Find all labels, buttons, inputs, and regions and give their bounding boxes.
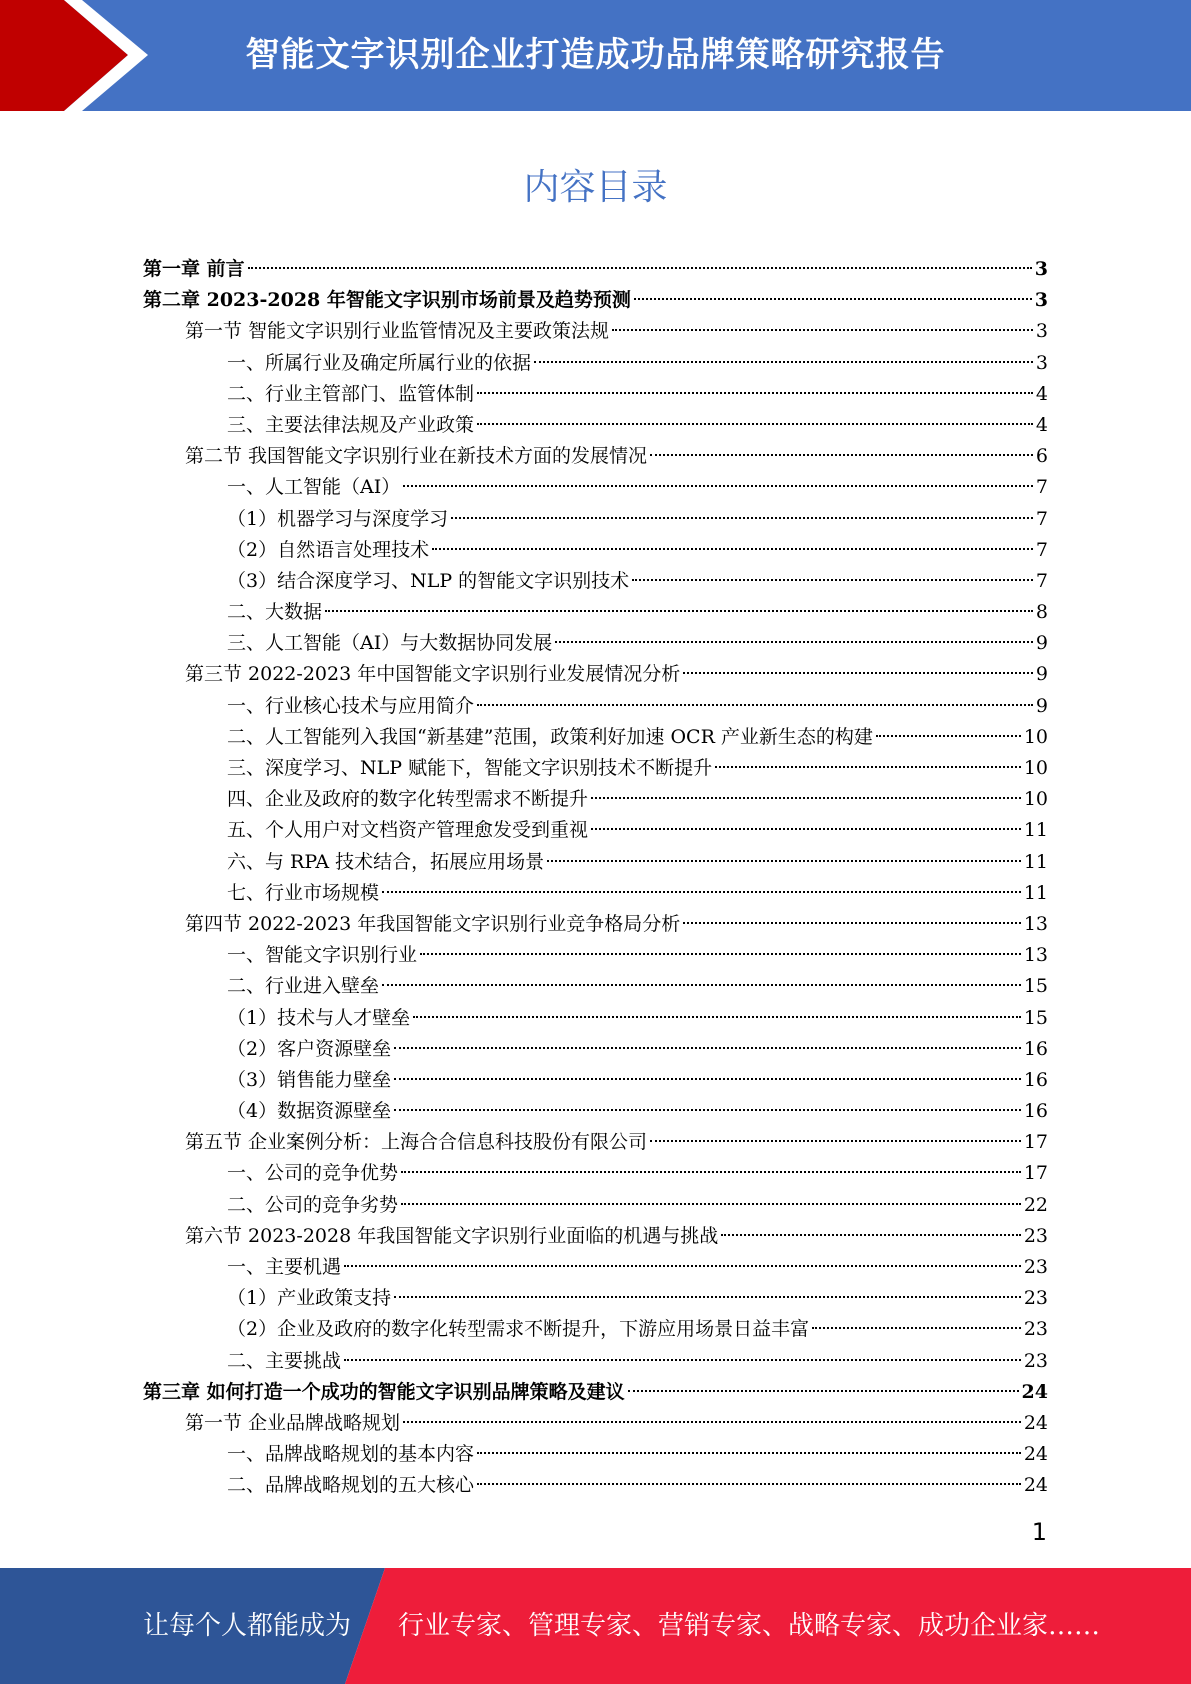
toc-leader-dots — [721, 1234, 1021, 1236]
toc-entry[interactable] — [143, 1190, 1048, 1221]
toc-entry-page: 7 — [1035, 538, 1048, 561]
toc-entry-page: 6 — [1035, 445, 1048, 468]
toc-entry[interactable] — [143, 1065, 1048, 1096]
toc-leader-dots — [420, 953, 1021, 955]
toc-leader-dots — [715, 766, 1021, 768]
toc-leader-dots — [394, 1296, 1021, 1298]
toc-entry-page: 11 — [1023, 819, 1048, 842]
toc-entry[interactable] — [143, 753, 1048, 784]
toc-leader-dots — [634, 298, 1032, 300]
toc-entry[interactable] — [143, 535, 1048, 566]
toc-entry-page: 23 — [1023, 1224, 1048, 1247]
toc-entry[interactable] — [143, 784, 1048, 815]
toc-entry-page: 24 — [1021, 1380, 1048, 1403]
toc-entry-label: 三、人工智能（AI）与大数据协同发展 — [227, 632, 553, 655]
toc-entry-label: 二、行业主管部门、监管体制 — [227, 382, 475, 405]
toc-entry-page: 15 — [1023, 975, 1048, 998]
toc-entry[interactable] — [143, 254, 1048, 285]
toc-entry-page: 15 — [1023, 1006, 1048, 1029]
toc-entry[interactable] — [143, 597, 1048, 628]
toc-entry-label: （1）产业政策支持 — [227, 1287, 392, 1310]
toc-entry-label: （1）技术与人才壁垒 — [227, 1006, 411, 1029]
toc-entry-page: 9 — [1035, 694, 1048, 717]
toc-leader-dots — [812, 1327, 1021, 1329]
toc-entry-label: （1）机器学习与深度学习 — [227, 507, 449, 530]
toc-entry[interactable] — [143, 1408, 1048, 1439]
toc-entry[interactable] — [143, 1314, 1048, 1345]
toc-entry-page: 17 — [1023, 1162, 1048, 1185]
toc-entry[interactable] — [143, 1252, 1048, 1283]
toc-leader-dots — [632, 579, 1033, 581]
footer-slogan-left: 让每个人都能成为 — [143, 1611, 352, 1641]
toc-entry[interactable] — [143, 1439, 1048, 1470]
toc-entry[interactable] — [143, 348, 1048, 379]
toc-entry-label: 第五节 企业案例分析：上海合合信息科技股份有限公司 — [185, 1131, 648, 1154]
toc-entry-page: 10 — [1023, 788, 1048, 811]
toc-leader-dots — [683, 922, 1021, 924]
toc-entry[interactable] — [143, 316, 1048, 347]
toc-entry-page: 9 — [1035, 663, 1048, 686]
toc-entry-label: 第三节 2022-2023 年中国智能文字识别行业发展情况分析 — [185, 663, 681, 686]
toc-entry[interactable] — [143, 1221, 1048, 1252]
toc-entry-label: 二、品牌战略规划的五大核心 — [227, 1474, 475, 1497]
toc-leader-dots — [650, 1140, 1021, 1142]
toc-leader-dots — [382, 891, 1021, 893]
toc-entry[interactable] — [143, 379, 1048, 410]
toc-entry[interactable] — [143, 691, 1048, 722]
toc-entry-page: 16 — [1023, 1068, 1048, 1091]
toc-entry-label: 一、行业核心技术与应用简介 — [227, 694, 475, 717]
toc-entry-label: 二、人工智能列入我国“新基建”范围，政策利好加速 OCR 产业新生态的构建 — [227, 725, 873, 748]
toc-entry-page: 8 — [1035, 601, 1048, 624]
toc-leader-dots — [325, 610, 1033, 612]
toc-entry-page: 23 — [1023, 1318, 1048, 1341]
report-title: 智能文字识别企业打造成功品牌策略研究报告 — [245, 35, 946, 75]
toc-entry[interactable] — [143, 1127, 1048, 1158]
toc-entry-page: 3 — [1035, 320, 1048, 343]
toc-entry-page: 22 — [1023, 1193, 1048, 1216]
toc-leader-dots — [650, 454, 1033, 456]
toc-entry-label: 一、主要机遇 — [227, 1256, 342, 1278]
toc-entry[interactable] — [143, 628, 1048, 659]
toc-entry[interactable] — [143, 1003, 1048, 1034]
toc-entry-page: 23 — [1023, 1256, 1048, 1278]
toc-entry-page: 9 — [1035, 632, 1048, 655]
toc-entry-page: 3 — [1035, 351, 1048, 374]
toc-entry[interactable] — [143, 566, 1048, 597]
toc-entry-page: 24 — [1023, 1474, 1048, 1497]
toc-entry[interactable] — [143, 441, 1048, 472]
toc-entry-page: 7 — [1035, 507, 1048, 530]
toc-leader-dots — [401, 1203, 1021, 1205]
toc-entry[interactable] — [143, 1034, 1048, 1065]
toc-entry-page: 7 — [1035, 476, 1048, 499]
toc-leader-dots — [394, 1078, 1021, 1080]
table-of-contents — [143, 254, 1048, 1502]
toc-entry[interactable] — [143, 1377, 1048, 1408]
toc-entry-label: 一、智能文字识别行业 — [227, 944, 418, 967]
toc-entry-page: 24 — [1023, 1411, 1048, 1434]
toc-entry-label: （3）销售能力壁垒 — [227, 1068, 392, 1091]
toc-leader-dots — [382, 984, 1021, 986]
toc-entry[interactable] — [143, 285, 1048, 316]
page-header — [0, 0, 1191, 111]
toc-leader-dots — [477, 704, 1033, 706]
toc-entry-label: 三、主要法律法规及产业政策 — [227, 413, 475, 436]
page-footer — [0, 1568, 1191, 1684]
toc-leader-dots — [683, 672, 1033, 674]
toc-entry-label: 第二节 我国智能文字识别行业在新技术方面的发展情况 — [185, 445, 648, 468]
toc-leader-dots — [477, 1483, 1021, 1485]
toc-leader-dots — [394, 1047, 1021, 1049]
toc-entry-page: 13 — [1023, 944, 1048, 967]
toc-entry-page: 11 — [1023, 850, 1048, 873]
toc-leader-dots — [344, 1265, 1021, 1267]
toc-entry-label: 一、公司的竞争优势 — [227, 1162, 399, 1185]
toc-entry-label: 二、行业进入壁垒 — [227, 975, 380, 998]
toc-entry[interactable] — [143, 410, 1048, 441]
toc-entry-page: 16 — [1023, 1037, 1048, 1060]
toc-leader-dots — [477, 392, 1033, 394]
toc-entry[interactable] — [143, 815, 1048, 846]
toc-leader-dots — [876, 735, 1021, 737]
toc-entry-label: 二、大数据 — [227, 601, 323, 624]
toc-leader-dots — [401, 1171, 1021, 1173]
toc-entry-page: 4 — [1035, 413, 1048, 436]
toc-entry-label: 二、公司的竞争劣势 — [227, 1193, 399, 1216]
toc-leader-dots — [413, 1016, 1021, 1018]
toc-entry-label: 第二章 2023-2028 年智能文字识别市场前景及趋势预测 — [143, 289, 631, 312]
toc-leader-dots — [248, 267, 1032, 269]
toc-entry-page: 3 — [1034, 289, 1048, 312]
toc-entry-label: 第一节 智能文字识别行业监管情况及主要政策法规 — [185, 320, 610, 343]
toc-entry-label: 六、与 RPA 技术结合，拓展应用场景 — [227, 850, 545, 873]
toc-entry-label: 一、人工智能（AI） — [227, 476, 401, 499]
toc-entry-label: 第一章 前言 — [143, 258, 245, 280]
toc-entry-label: 三、深度学习、NLP 赋能下，智能文字识别技术不断提升 — [227, 757, 713, 779]
toc-leader-dots — [403, 485, 1033, 487]
toc-entry[interactable] — [143, 1470, 1048, 1501]
toc-entry-label: 一、品牌战略规划的基本内容 — [227, 1443, 475, 1466]
toc-entry[interactable] — [143, 1283, 1048, 1314]
toc-entry-label: 一、所属行业及确定所属行业的依据 — [227, 351, 532, 374]
toc-entry-page: 24 — [1023, 1443, 1048, 1466]
toc-entry-label: 二、主要挑战 — [227, 1349, 342, 1372]
toc-leader-dots — [547, 860, 1021, 862]
toc-entry-label: （2）企业及政府的数字化转型需求不断提升，下游应用场景日益丰富 — [227, 1318, 810, 1341]
footer-slogan-right: 行业专家、管理专家、营销专家、战略专家、成功企业家…… — [398, 1611, 1101, 1641]
toc-entry[interactable] — [143, 1346, 1048, 1377]
toc-entry-label: 五、个人用户对文档资产管理愈发受到重视 — [227, 819, 589, 842]
toc-leader-dots — [394, 1109, 1021, 1111]
toc-entry-label: （2）客户资源壁垒 — [227, 1037, 392, 1060]
toc-leader-dots — [591, 828, 1021, 830]
toc-title: 内容目录 — [523, 167, 668, 208]
toc-entry-page: 4 — [1035, 382, 1048, 405]
toc-entry-page: 17 — [1023, 1131, 1048, 1154]
toc-leader-dots — [432, 548, 1033, 550]
toc-entry[interactable] — [143, 847, 1048, 878]
toc-leader-dots — [477, 423, 1033, 425]
toc-entry-label: （2）自然语言处理技术 — [227, 538, 430, 561]
toc-entry-label: （4）数据资源壁垒 — [227, 1100, 392, 1123]
toc-leader-dots — [451, 517, 1033, 519]
toc-entry-label: （3）结合深度学习、NLP 的智能文字识别技术 — [227, 569, 630, 592]
toc-entry-label: 七、行业市场规模 — [227, 881, 380, 904]
toc-entry-page: 10 — [1023, 757, 1048, 779]
toc-entry-label: 四、企业及政府的数字化转型需求不断提升 — [227, 788, 589, 811]
toc-leader-dots — [628, 1390, 1019, 1392]
toc-entry-label: 第四节 2022-2023 年我国智能文字识别行业竞争格局分析 — [185, 912, 681, 935]
toc-leader-dots — [591, 797, 1021, 799]
toc-entry[interactable] — [143, 1158, 1048, 1189]
toc-entry[interactable] — [143, 940, 1048, 971]
toc-entry-label: 第六节 2023-2028 年我国智能文字识别行业面临的机遇与挑战 — [185, 1224, 719, 1247]
toc-entry-page: 3 — [1034, 258, 1048, 280]
toc-entry[interactable] — [143, 659, 1048, 690]
toc-entry-page: 10 — [1023, 725, 1048, 748]
toc-leader-dots — [612, 329, 1033, 331]
toc-leader-dots — [344, 1359, 1021, 1361]
toc-entry-page: 23 — [1023, 1287, 1048, 1310]
toc-entry[interactable] — [143, 504, 1048, 535]
toc-entry-page: 16 — [1023, 1100, 1048, 1123]
toc-leader-dots — [403, 1421, 1021, 1423]
toc-entry-page: 7 — [1035, 569, 1048, 592]
toc-entry[interactable] — [143, 722, 1048, 753]
toc-leader-dots — [477, 1452, 1021, 1454]
toc-entry-label: 第三章 如何打造一个成功的智能文字识别品牌策略及建议 — [143, 1380, 625, 1403]
toc-entry[interactable] — [143, 472, 1048, 503]
toc-entry-page: 11 — [1023, 881, 1048, 904]
toc-entry-page: 13 — [1023, 912, 1048, 935]
toc-leader-dots — [534, 361, 1033, 363]
toc-entry[interactable] — [143, 878, 1048, 909]
toc-entry-label: 第一节 企业品牌战略规划 — [185, 1411, 401, 1434]
page-number: 1 — [1031, 1518, 1047, 1546]
toc-entry-page: 23 — [1023, 1349, 1048, 1372]
toc-entry[interactable] — [143, 971, 1048, 1002]
toc-entry[interactable] — [143, 909, 1048, 940]
toc-leader-dots — [555, 641, 1033, 643]
toc-entry[interactable] — [143, 1096, 1048, 1127]
